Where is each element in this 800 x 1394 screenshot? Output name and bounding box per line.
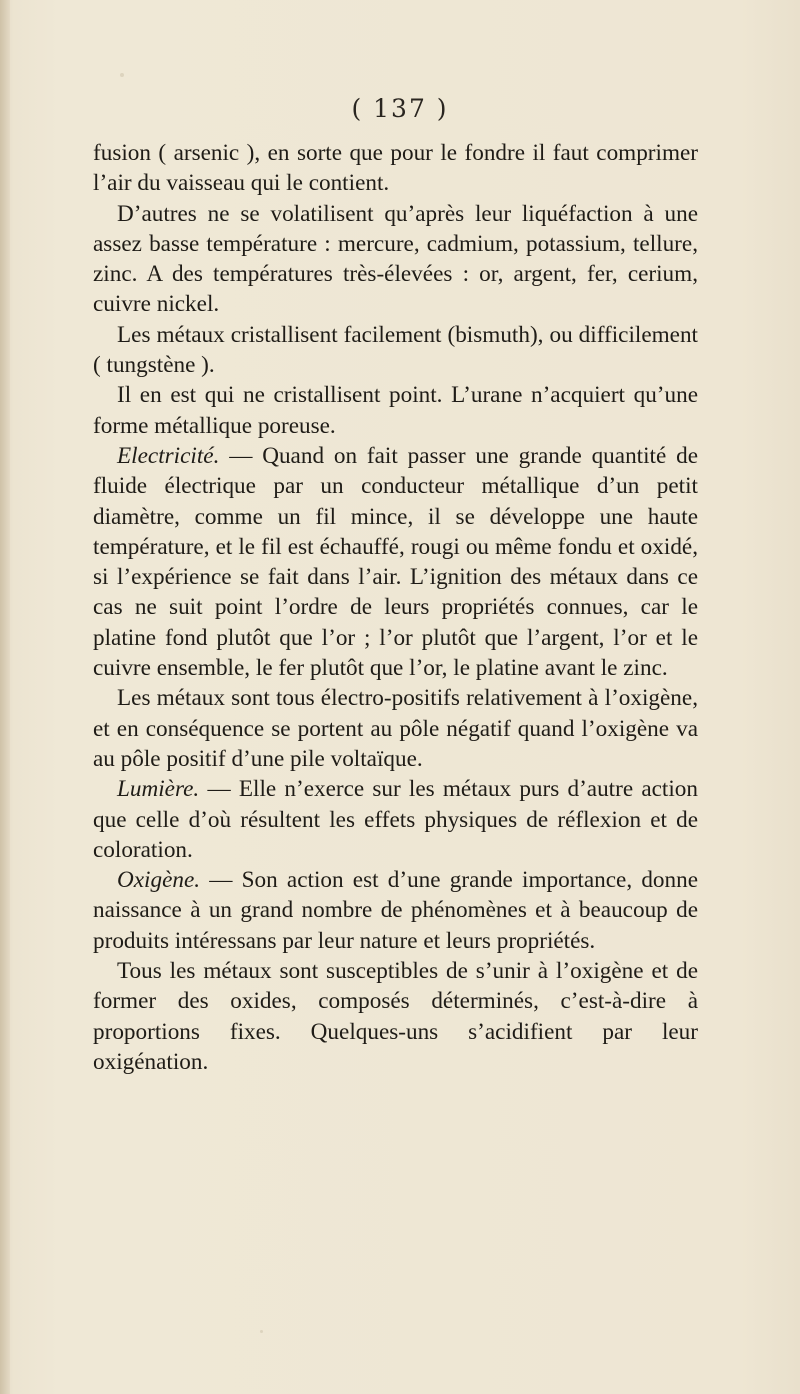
page-number: ( 137 ) [351,94,449,123]
paragraph-text: Les métaux sont tous électro-positifs relativement à l’oxigène, et en conséquence se portent au pôle négatif quand l’oxigène va au pôle positif d’une pile voltaïque. [93,685,698,772]
paragraph-6 [93,683,698,774]
paragraph-4 [93,380,698,441]
paragraph-3 [93,320,698,381]
paragraph-2 [93,199,698,320]
paragraph-text: Tous les métaux sont susceptibles de s’unir à l’oxigène et de former des oxides, composés déterminés, c’est-à-dire à proportions fixes. Quelques-uns s’acidifient par leur oxigénation. [93,958,698,1075]
paper-speck [260,1330,263,1333]
paragraph-lumiere [93,774,698,865]
paragraph-text: Il en est qui ne cristallisent point. L’urane n’acquiert qu’une forme métallique poreuse. [93,382,698,439]
paragraph-oxigene [93,865,698,956]
paragraph-electricite [93,441,698,683]
paragraph-text: fusion ( arsenic ), en sorte que pour le fondre il faut comprimer l’air du vaisseau qui le contient. [93,140,698,197]
section-heading-lumiere: Lumière. [117,776,200,803]
paragraph-1 [93,138,698,199]
section-heading-oxigene: Oxigène. [117,867,201,894]
paragraph-text: — Quand on fait passer une grande quantité de fluide électrique par un conducteur métallique d’un petit diamètre, comme un fil mince, il se développe une haute température, et le fil est échauffé, rougi ou même fondu et oxidé, si l’expérience se fait dans l’air. L’ignition des métaux dans ce cas ne suit point l’ordre de leurs propriétés connues, car le platine fond plutôt que l’or ; l’or plutôt que l’argent, l’or et le cuivre ensemble, le fer plutôt que l’or, le platine avant le zinc. [93,442,698,682]
paragraph-text: — Elle n’exerce sur les métaux purs d’autre action que celle d’où résultent les effets physiques de réflexion et de coloration. [93,776,698,863]
binding-edge [0,0,10,1394]
paragraph-9 [93,956,698,1077]
paragraph-text: Les métaux cristallisent facilement (bismuth), ou difficilement ( tungstène ). [93,321,698,379]
body-text [93,138,698,1077]
paragraph-text: — Son action est d’une grande importance, donne naissance à un grand nombre de phénomènes et à beaucoup de produits intéressans par leur nature et leurs propriétés. [93,867,698,954]
paragraph-text: D’autres ne se volatilisent qu’après leur liquéfaction à une assez basse température : mercure, cadmium, potassium, tellure, zinc. A des températures très-élevées : or, argent, fer, cerium, cuivre nickel. [93,200,698,318]
paper-speck [120,73,124,77]
section-heading-electricite: Electricité. [117,442,220,469]
